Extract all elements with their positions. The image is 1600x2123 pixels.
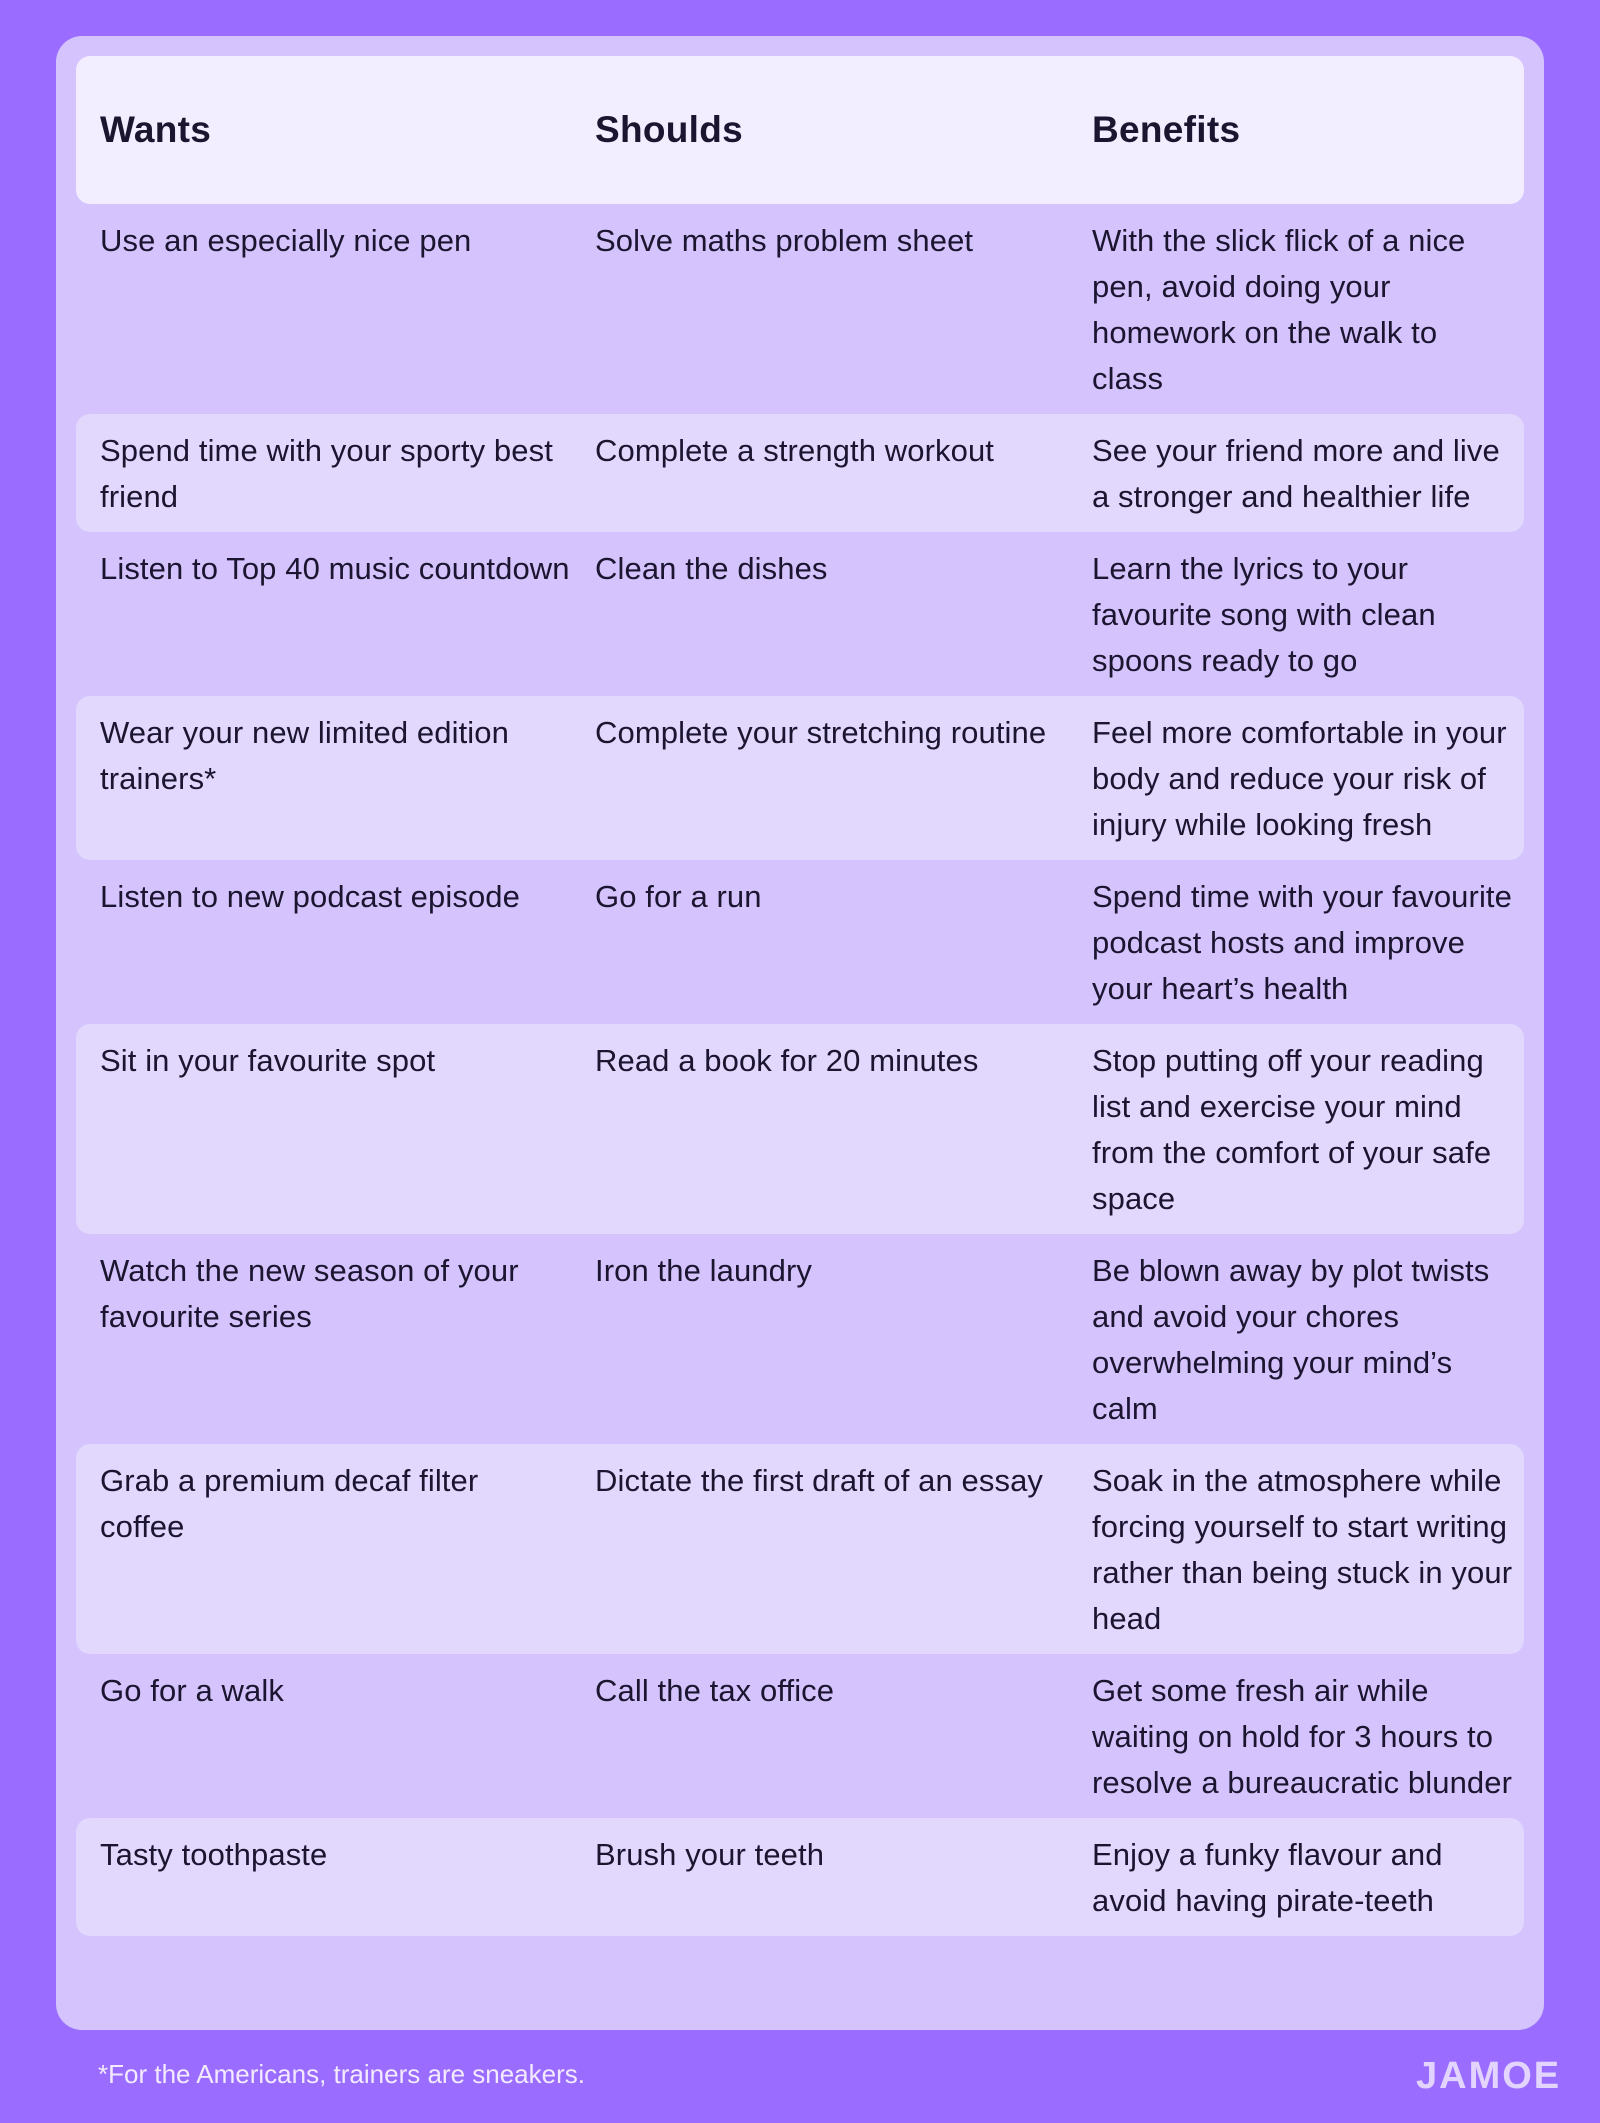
want-cell: Tasty toothpaste — [100, 1837, 328, 1872]
should-cell: Solve maths problem sheet — [595, 223, 974, 258]
table-row — [76, 696, 1524, 860]
should-cell: Iron the laundry — [595, 1253, 813, 1288]
benefit-cell: Be blown away by plot twists and avoid your chores overwhelming your mind’s calm — [1092, 1253, 1490, 1426]
want-cell: Spend time with your sporty best friend — [100, 433, 553, 514]
want-cell: Wear your new limited edition trainers* — [100, 715, 509, 796]
brand-logo: JAMOE — [1416, 2055, 1562, 2097]
should-cell: Complete a strength workout — [595, 433, 995, 468]
benefit-cell: See your friend more and live a stronger and healthier life — [1092, 433, 1500, 514]
want-cell: Sit in your favourite spot — [100, 1043, 436, 1078]
want-cell: Use an especially nice pen — [100, 223, 472, 258]
should-cell: Dictate the first draft of an essay — [595, 1463, 1044, 1498]
want-cell: Listen to Top 40 music countdown — [100, 551, 570, 586]
benefit-cell: Stop putting off your reading list and exercise your mind from the comfort of your safe space — [1092, 1043, 1492, 1216]
header-wants: Wants — [100, 109, 212, 150]
benefit-cell: Soak in the atmosphere while forcing yourself to start writing rather than being stuck in your head — [1092, 1463, 1513, 1636]
table-row — [76, 1024, 1524, 1234]
table-row — [76, 532, 1524, 696]
should-cell: Call the tax office — [595, 1673, 835, 1708]
table-row — [76, 1234, 1524, 1444]
table-header-row — [76, 56, 1524, 204]
should-cell: Brush your teeth — [595, 1837, 825, 1872]
benefit-cell: Get some fresh air while waiting on hold for 3 hours to resolve a bureaucratic blunder — [1092, 1673, 1513, 1800]
benefit-cell: With the slick flick of a nice pen, avoid doing your homework on the walk to class — [1092, 223, 1466, 396]
table-row — [76, 1444, 1524, 1654]
table-row — [76, 204, 1524, 414]
want-cell: Listen to new podcast episode — [100, 879, 520, 914]
benefit-cell: Learn the lyrics to your favourite song with clean spoons ready to go — [1092, 551, 1436, 678]
want-cell: Watch the new season of your favourite series — [100, 1253, 519, 1334]
comparison-table — [56, 36, 1544, 2030]
header-benefits: Benefits — [1092, 109, 1241, 150]
should-cell: Complete your stretching routine — [595, 715, 1047, 750]
footnote: *For the Americans, trainers are sneakers. — [98, 2059, 585, 2089]
header-shoulds: Shoulds — [595, 109, 744, 150]
should-cell: Read a book for 20 minutes — [595, 1043, 979, 1078]
table-row — [76, 1818, 1524, 1936]
table-row — [76, 1654, 1524, 1818]
table-row — [76, 414, 1524, 532]
benefit-cell: Feel more comfortable in your body and reduce your risk of injury while looking fresh — [1092, 715, 1507, 842]
should-cell: Go for a run — [595, 879, 762, 914]
benefit-cell: Spend time with your favourite podcast hosts and improve your heart’s health — [1092, 879, 1512, 1006]
should-cell: Clean the dishes — [595, 551, 828, 586]
want-cell: Go for a walk — [100, 1673, 284, 1708]
want-cell: Grab a premium decaf filter coffee — [100, 1463, 479, 1544]
benefit-cell: Enjoy a funky flavour and avoid having pirate-teeth — [1092, 1837, 1443, 1918]
table-row — [76, 860, 1524, 1024]
